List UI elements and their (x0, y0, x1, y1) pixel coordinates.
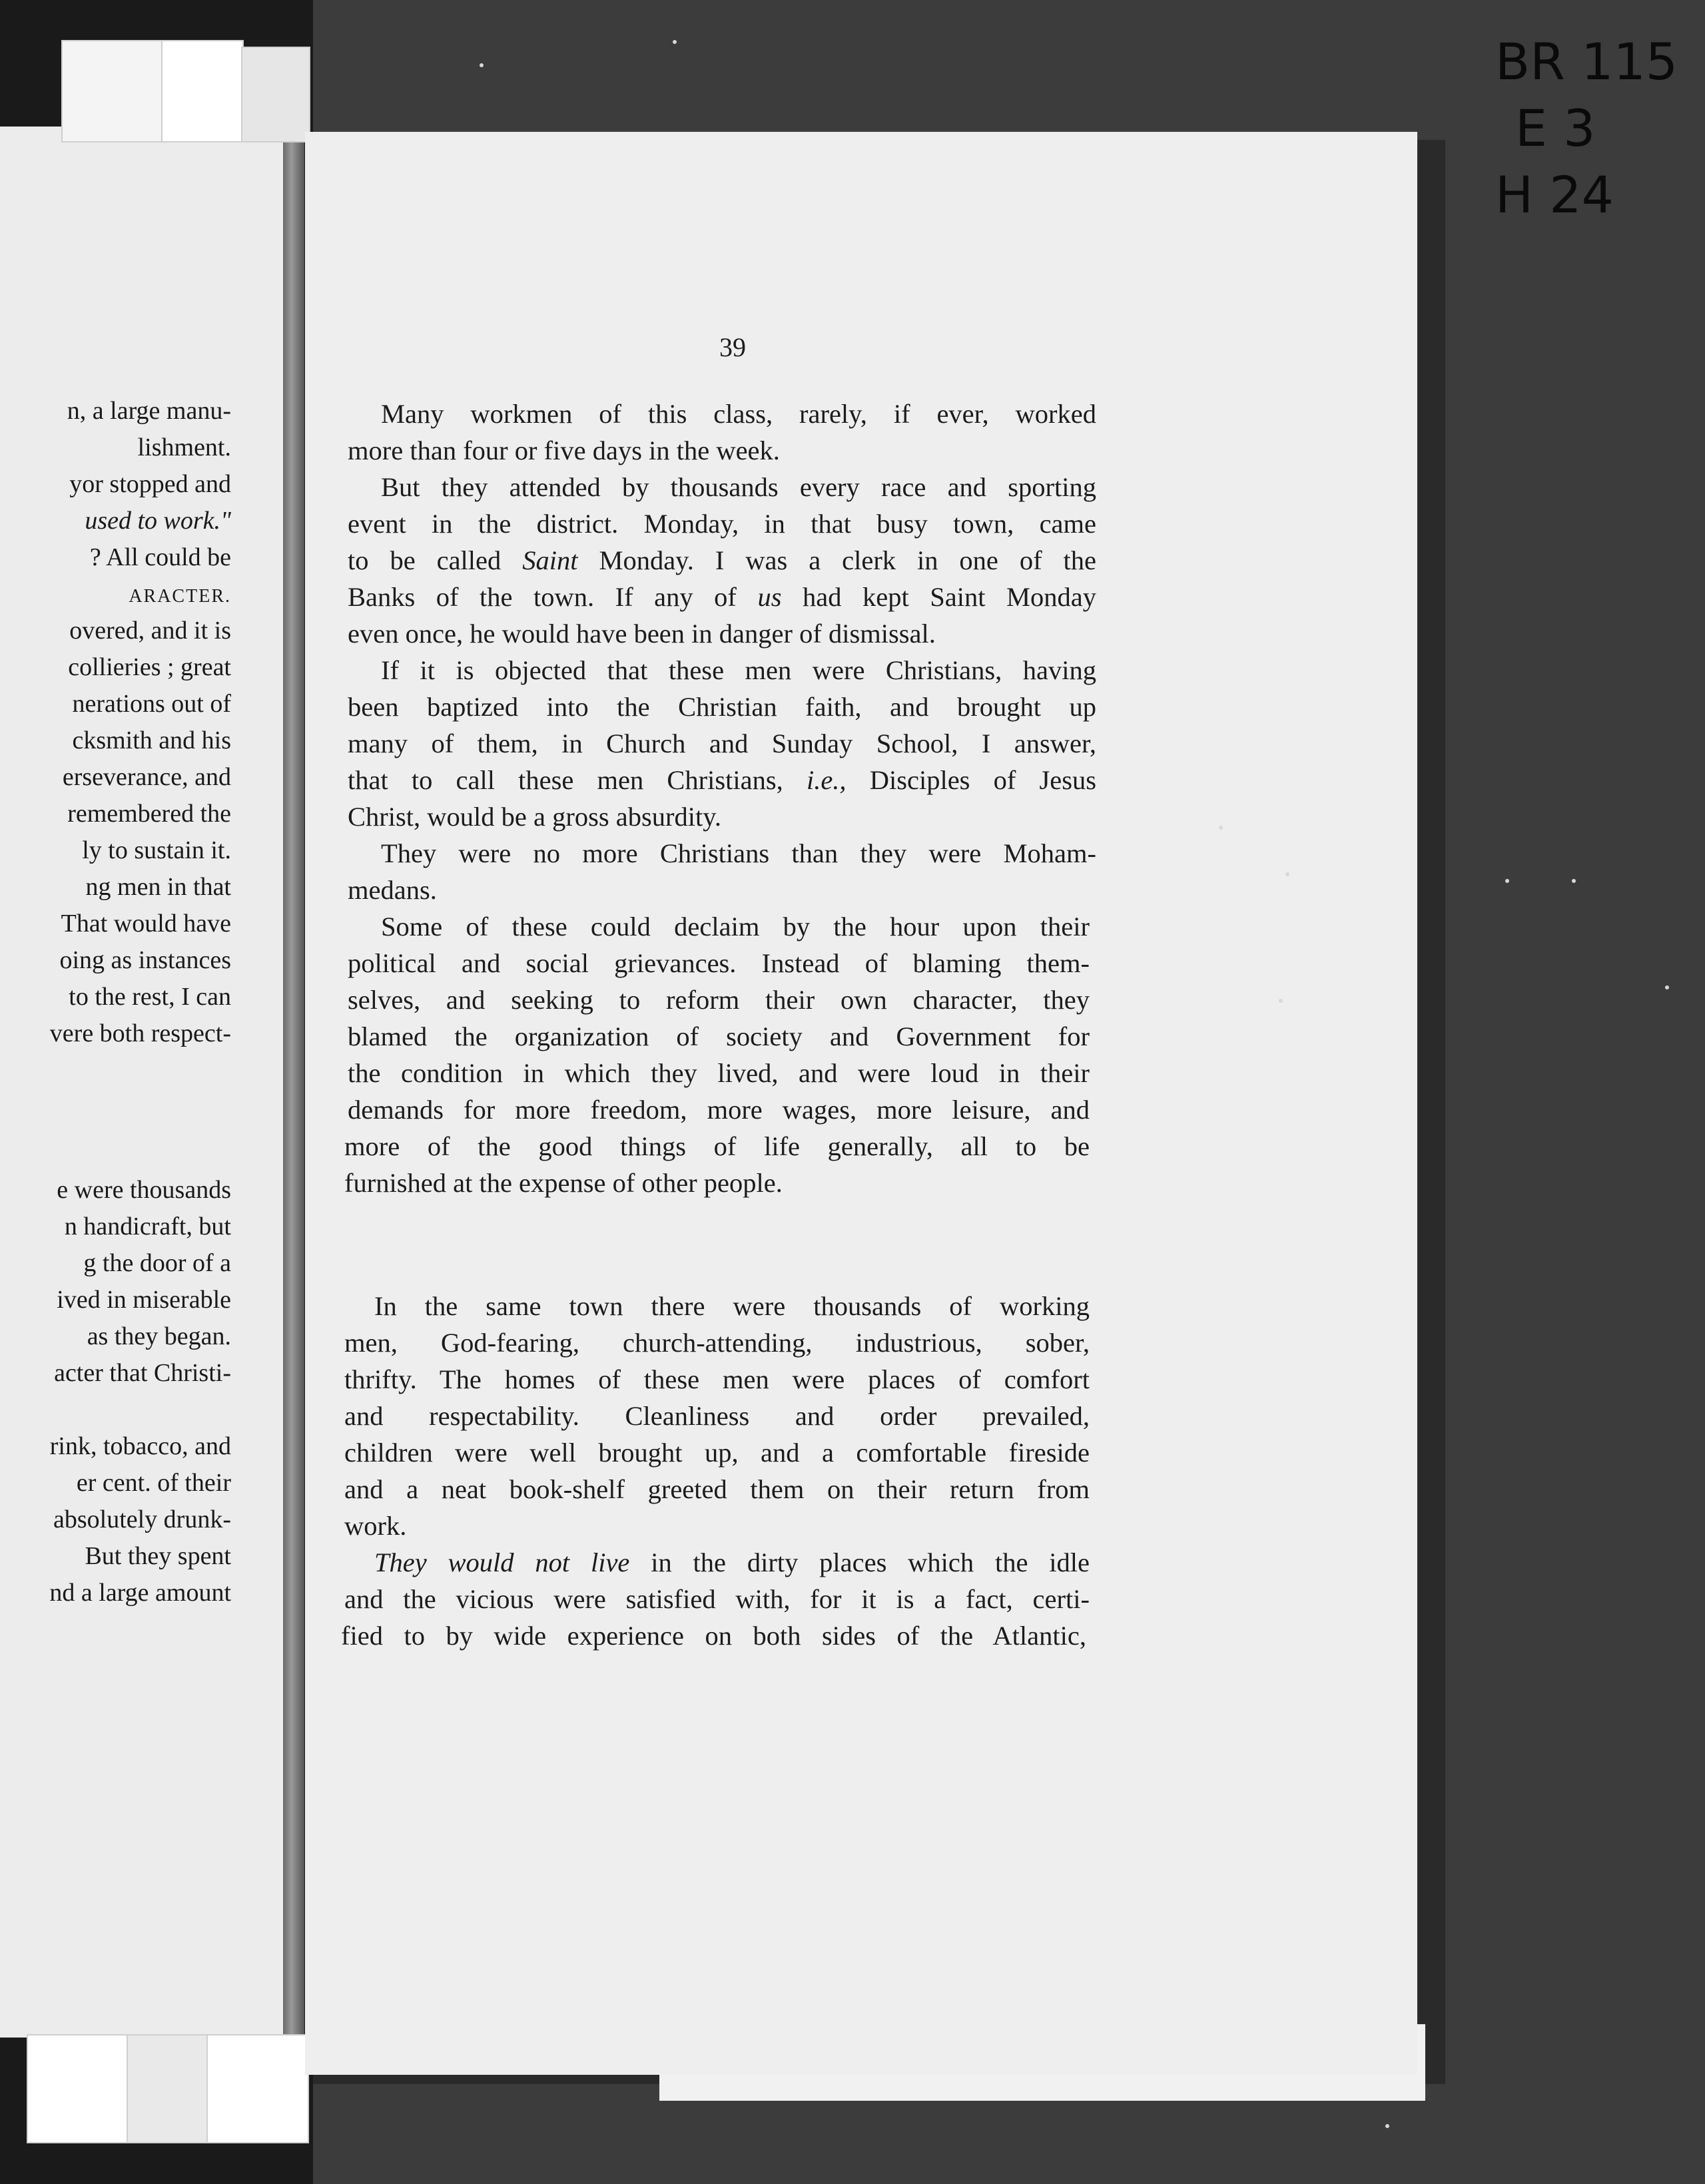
text-line: event in the district. Monday, in that busy town, came (348, 509, 1096, 539)
left-page-heading: ARACTER. (129, 586, 231, 607)
text-line: They would not live in the dirty places which the idle (374, 1547, 1090, 1577)
left-page-line: erseverance, and (62, 763, 231, 791)
previous-page (0, 127, 283, 2038)
call-number-line: H 24 (1495, 165, 1614, 224)
left-page-line: to the rest, I can (69, 983, 231, 1011)
text-line: been baptized into the Christian faith, and brought up (348, 692, 1096, 722)
left-page-line: cksmith and his (72, 726, 231, 754)
left-page-line: e were thousands (57, 1176, 231, 1204)
left-page-line: n, a large manu- (67, 397, 231, 425)
text-line: and respectability. Cleanliness and order prevailed, (344, 1401, 1090, 1431)
left-page-line: acter that Christi- (54, 1359, 231, 1387)
text-line: the condition in which they lived, and were loud in their (348, 1058, 1090, 1088)
italic-text: us (757, 582, 782, 612)
text-line: and a neat book-shelf greeted them on their return from (344, 1474, 1090, 1504)
left-page-line: g the door of a (83, 1249, 231, 1277)
text-line: to be called Saint Monday. I was a clerk in one of the (348, 545, 1096, 575)
text-line: children were well brought up, and a comfortable fireside (344, 1438, 1090, 1468)
tape-piece (27, 2034, 129, 2143)
left-page-line: ? All could be (89, 543, 231, 571)
page-number: 39 (719, 332, 746, 362)
tape-piece (127, 2034, 209, 2143)
left-page-line: nd a large amount (49, 1579, 231, 1607)
text-line: that to call these men Christians, i.e., Disciples of Jesus (348, 765, 1096, 795)
tape-piece (61, 40, 164, 142)
text-line: work. (344, 1511, 407, 1541)
text-line: In the same town there were thousands of working (374, 1291, 1090, 1321)
left-page-line: oing as instances (59, 946, 231, 974)
italic-text: Saint (522, 545, 578, 575)
left-page-line: n handicraft, but (64, 1213, 231, 1240)
text-line: fied to by wide experience on both sides of the Atlantic, (341, 1621, 1086, 1651)
text-line: Banks of the town. If any of us had kept Saint Monday (348, 582, 1096, 612)
left-page-line: as they began. (87, 1322, 231, 1350)
text-line: They were no more Christians than they were Moham- (381, 838, 1096, 868)
tape-piece (241, 47, 310, 142)
left-page-line: absolutely drunk- (53, 1505, 231, 1533)
call-number-line: BR 115 (1495, 32, 1678, 91)
text-line: men, God-fearing, church-attending, industrious, sober, (344, 1328, 1090, 1358)
binding-strip (283, 130, 304, 2034)
call-number-line: E 3 (1515, 99, 1596, 158)
left-page-line: remembered the (67, 800, 231, 828)
text-line: blamed the organization of society and Government for (348, 1021, 1090, 1051)
left-page-line: But they spent (85, 1542, 231, 1570)
left-page-line: vere both respect- (49, 1019, 231, 1047)
left-page-line: rink, tobacco, and (49, 1432, 231, 1460)
left-page-line: used to work." (85, 507, 231, 535)
text-line: Some of these could declaim by the hour upon their (381, 912, 1090, 942)
text-line: and the vicious were satisfied with, for it is a fact, certi- (344, 1584, 1090, 1614)
text-line: Many workmen of this class, rarely, if ever, worked (381, 399, 1096, 429)
left-page-line: lishment. (137, 433, 231, 461)
left-page-line: collieries ; great (68, 653, 231, 681)
text-line: even once, he would have been in danger of dismissal. (348, 619, 936, 649)
italic-text: They would not live (374, 1547, 630, 1577)
text-line: selves, and seeking to reform their own character, they (348, 985, 1090, 1015)
text-line: more of the good things of life generally, all to be (344, 1131, 1090, 1161)
text-line: demands for more freedom, more wages, more leisure, and (348, 1095, 1090, 1125)
text-line: thrifty. The homes of these men were places of comfort (344, 1364, 1090, 1394)
left-page-line: ived in miserable (57, 1286, 231, 1314)
text-line: But they attended by thousands every race and sporting (381, 472, 1096, 502)
left-page-line: ly to sustain it. (82, 836, 231, 864)
text-line: Christ, would be a gross absurdity. (348, 802, 721, 832)
left-page-line: yor stopped and (69, 470, 231, 498)
left-page-line: overed, and it is (69, 617, 231, 645)
tape-piece (161, 40, 244, 142)
tape-piece (206, 2034, 309, 2143)
text-line: political and social grievances. Instead of blaming them- (348, 948, 1090, 978)
left-page-line: ng men in that (85, 873, 231, 901)
text-line: If it is objected that these men were Christians, having (381, 655, 1096, 685)
text-line: medans. (348, 875, 437, 905)
text-line: many of them, in Church and Sunday School, I answer, (348, 728, 1096, 758)
left-page-line: er cent. of their (76, 1469, 231, 1497)
text-line: furnished at the expense of other people. (344, 1168, 783, 1198)
text-line: more than four or five days in the week. (348, 435, 780, 465)
italic-text: i.e., (806, 765, 847, 795)
left-page-line: nerations out of (72, 690, 231, 718)
left-page-line: That would have (61, 910, 231, 938)
